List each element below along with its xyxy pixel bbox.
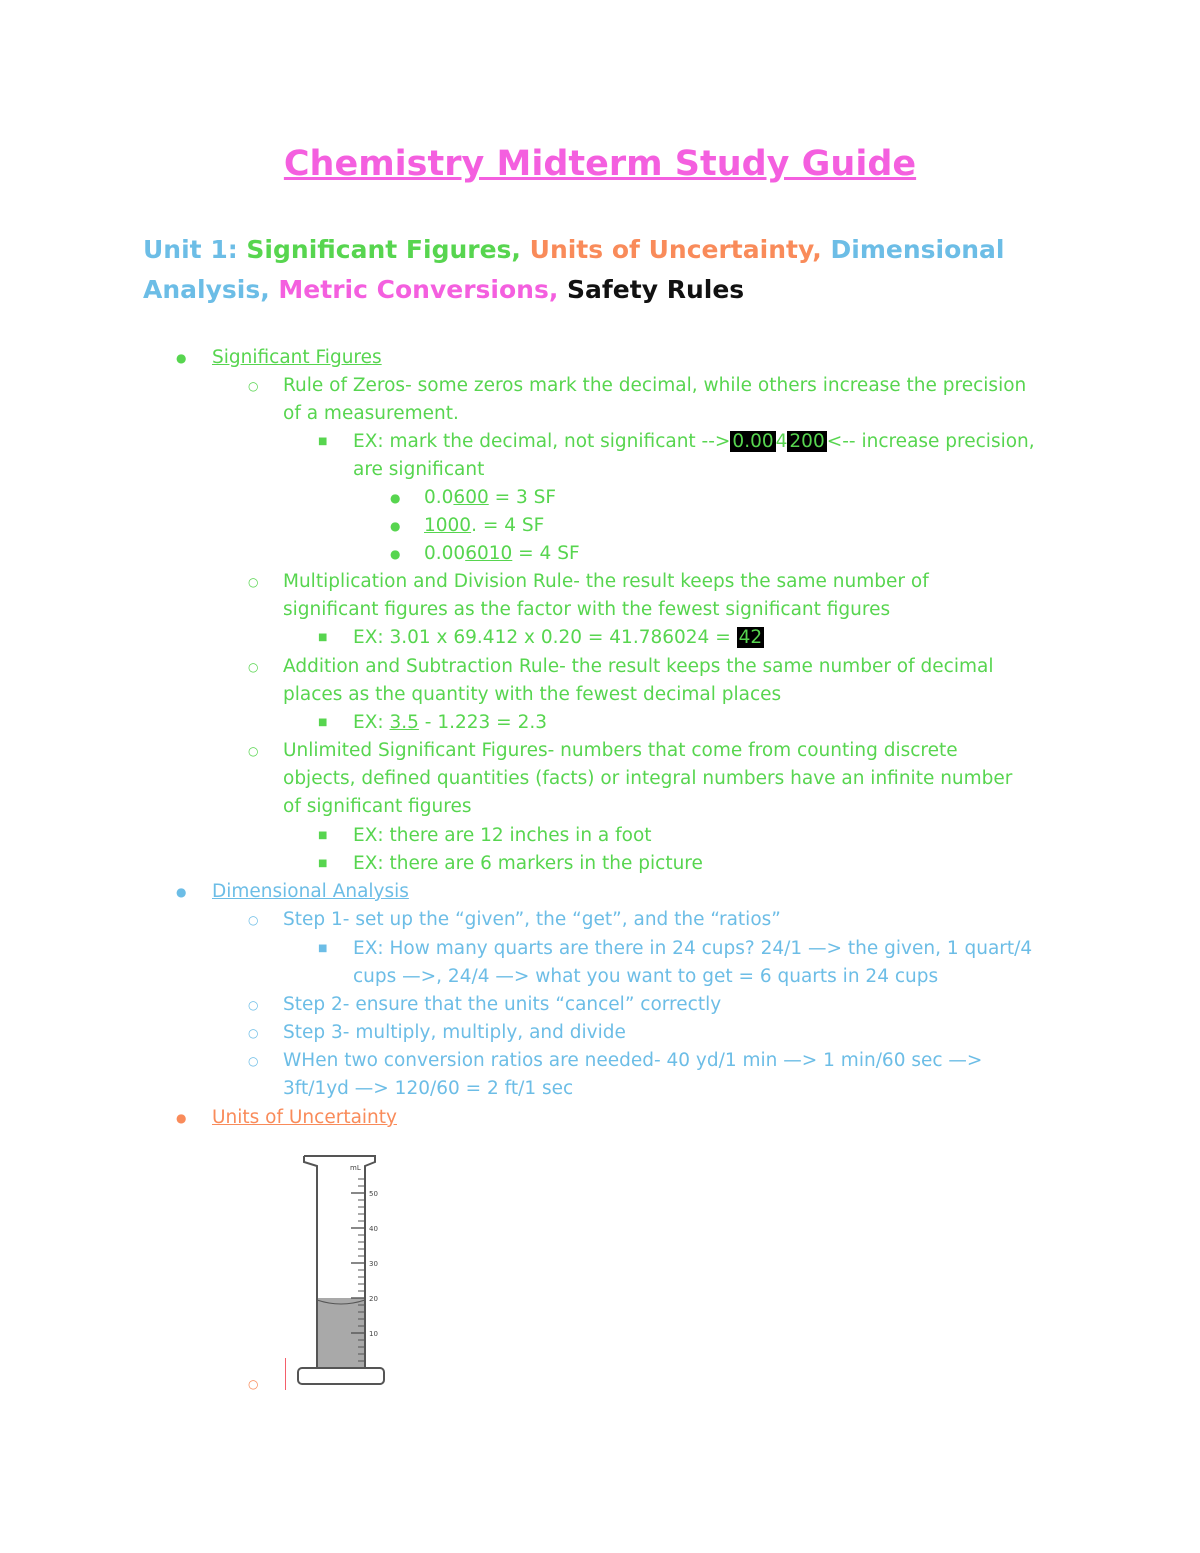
unit-heading	[143, 230, 1043, 310]
unlimited-example-2: EX: there are 6 markers in the picture	[353, 853, 703, 874]
text-cursor	[285, 1358, 286, 1390]
mult-rule-line-2: significant figures as the factor with the fewest significant figures	[283, 599, 891, 620]
add-example	[353, 709, 547, 737]
two-ratios-line-1: WHen two conversion ratios are needed- 40 yd/1 min —> 1 min/60 sec —>	[283, 1050, 983, 1071]
unit-analysis: Analysis,	[143, 275, 279, 304]
unit-metric: Metric Conversions,	[278, 275, 568, 304]
square-bullet-icon: ■	[318, 943, 328, 954]
section-link-dimensional-analysis[interactable]: Dimensional Analysis	[212, 881, 409, 902]
add-rule-line-1: Addition and Subtraction Rule- the result keeps the same number of decimal	[283, 656, 994, 677]
circle-bullet-icon: ○	[248, 1377, 259, 1391]
add-rule-line-2: places as the quantity with the fewest decimal places	[283, 684, 782, 705]
step-1-example-line-2: cups —>, 24/4 —> what you want to get = 6 quarts in 24 cups	[353, 966, 939, 987]
step-2: Step 2- ensure that the units “cancel” correctly	[283, 994, 722, 1015]
unit-sig-figs: Significant Figures,	[246, 235, 530, 264]
tick-label-40: 40	[369, 1225, 378, 1233]
circle-bullet-icon: ○	[248, 744, 259, 758]
mult-example	[353, 624, 764, 652]
sf-example-3-c: = 4 SF	[512, 543, 580, 564]
circle-bullet-icon: ○	[248, 998, 259, 1012]
square-bullet-icon: ■	[318, 436, 328, 447]
unlimited-line-1: Unlimited Significant Figures- numbers that come from counting discrete	[283, 740, 958, 761]
sf-example-1	[424, 484, 556, 512]
mult-example-text: EX: 3.01 x 69.412 x 0.20 = 41.786024 =	[353, 627, 737, 648]
add-example-b: 3.5	[389, 712, 419, 733]
step-1-example-line-1: EX: How many quarts are there in 24 cups? 24/1 —> the given, 1 quart/4	[353, 938, 1033, 959]
cylinder-unit-label: mL	[350, 1164, 361, 1172]
bullet-icon: ●	[176, 885, 187, 899]
rule-zeros-line-2: of a measurement.	[283, 403, 459, 424]
cylinder-ticks	[351, 1179, 365, 1361]
highlight-precision-zeros: 200	[789, 431, 825, 452]
tick-label-10: 10	[369, 1330, 378, 1338]
zeros-example-pre: EX: mark the decimal, not significant -->	[353, 431, 731, 452]
circle-bullet-icon: ○	[248, 379, 259, 393]
zeros-example-digit: 4	[775, 431, 788, 452]
square-bullet-icon: ■	[318, 632, 328, 643]
sf-example-3-a: 0.00	[424, 543, 466, 564]
unlimited-line-2: objects, defined quantities (facts) or integral numbers have an infinite number	[283, 768, 1013, 789]
square-bullet-icon: ■	[318, 858, 328, 869]
step-3: Step 3- multiply, multiply, and divide	[283, 1022, 626, 1043]
unit-uncertainty: Units of Uncertainty,	[529, 235, 831, 264]
step-1: Step 1- set up the “given”, the “get”, and the “ratios”	[283, 909, 781, 930]
add-example-c: - 1.223 = 2.3	[418, 712, 547, 733]
circle-bullet-icon: ○	[248, 575, 259, 589]
tick-label-30: 30	[369, 1260, 378, 1268]
sf-example-2	[424, 512, 544, 540]
tick-label-20: 20	[369, 1295, 378, 1303]
zeros-example-post: <-- increase precision,	[826, 431, 1035, 452]
cylinder-base	[298, 1368, 384, 1384]
sf-example-3-b: 6010	[465, 543, 513, 564]
bullet-icon: ●	[176, 351, 187, 365]
zeros-example-line-1	[353, 428, 1035, 456]
unlimited-line-3: of significant figures	[283, 796, 472, 817]
bullet-icon: ●	[390, 491, 401, 505]
circle-bullet-icon: ○	[248, 1026, 259, 1040]
unit-prefix: Unit 1:	[143, 235, 247, 264]
circle-bullet-icon: ○	[248, 660, 259, 674]
bullet-icon: ●	[390, 547, 401, 561]
sf-example-2-b: . = 4 SF	[471, 515, 545, 536]
sf-example-1-a: 0.0	[424, 487, 454, 508]
bullet-icon: ●	[176, 1111, 187, 1125]
unit-safety: Safety Rules	[567, 275, 745, 304]
circle-bullet-icon: ○	[248, 1054, 259, 1068]
sf-example-3	[424, 540, 580, 568]
highlight-mult-answer: 42	[738, 627, 763, 648]
two-ratios-line-2: 3ft/1yd —> 120/60 = 2 ft/1 sec	[283, 1078, 574, 1099]
bullet-icon: ●	[390, 519, 401, 533]
square-bullet-icon: ■	[318, 717, 328, 728]
highlight-decimal-zeros: 0.00	[732, 431, 774, 452]
rule-zeros-line-1: Rule of Zeros- some zeros mark the decimal, while others increase the precision	[283, 375, 1027, 396]
sf-example-1-c: = 3 SF	[488, 487, 557, 508]
circle-bullet-icon: ○	[248, 913, 259, 927]
unlimited-example-1: EX: there are 12 inches in a foot	[353, 825, 652, 846]
add-example-a: EX:	[353, 712, 390, 733]
sf-example-2-a: 1000	[424, 515, 472, 536]
page-title: Chemistry Midterm Study Guide	[283, 144, 917, 184]
zeros-example-line-2: are significant	[353, 459, 485, 480]
section-link-units-of-uncertainty[interactable]: Units of Uncertainty	[212, 1107, 397, 1128]
unit-dimensional: Dimensional	[830, 235, 1005, 264]
square-bullet-icon: ■	[318, 830, 328, 841]
section-link-significant-figures[interactable]: Significant Figures	[212, 347, 382, 368]
sf-example-1-b: 600	[453, 487, 489, 508]
tick-label-50: 50	[369, 1190, 378, 1198]
mult-rule-line-1: Multiplication and Division Rule- the result keeps the same number of	[283, 571, 929, 592]
graduated-cylinder-image	[290, 1150, 400, 1390]
